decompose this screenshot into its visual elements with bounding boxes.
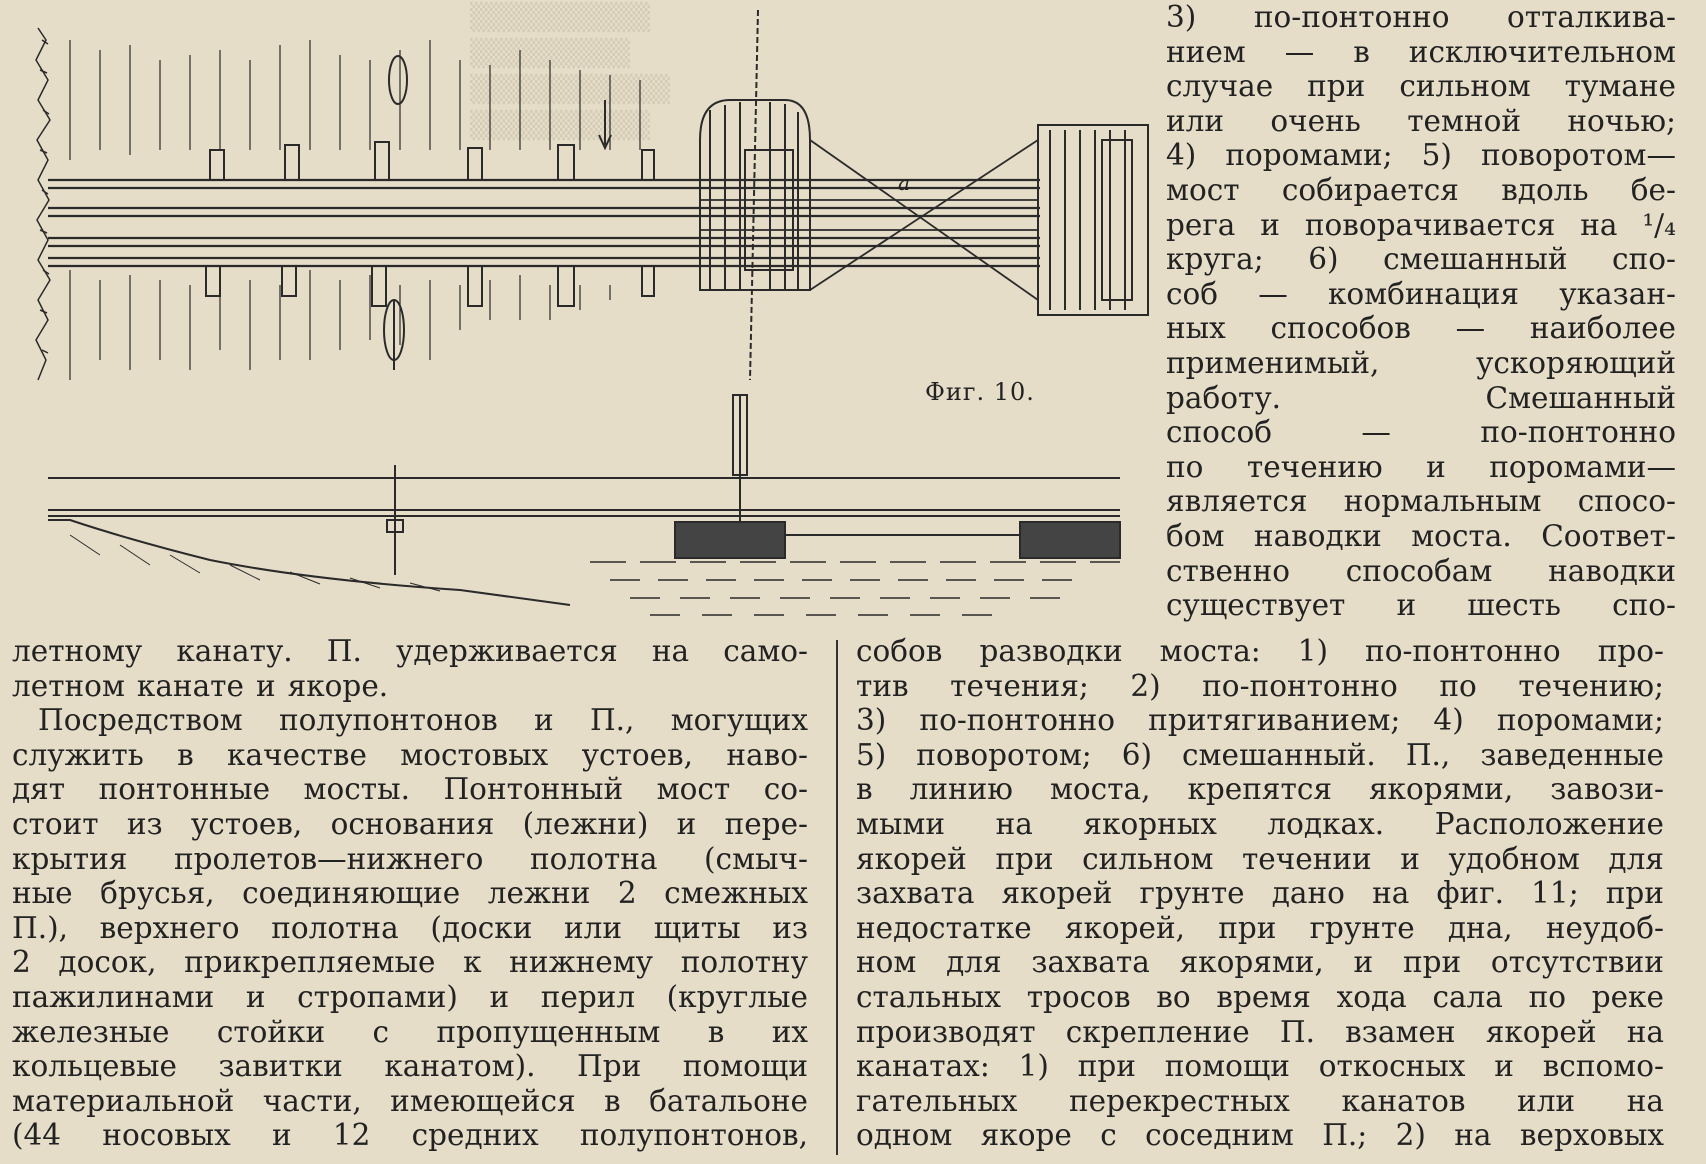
text-line: якорей при сильном течении и удобном для xyxy=(856,841,1664,876)
text-line: Посредством полупонтонов и П., могущих xyxy=(38,703,808,738)
text-line: собов разводки моста: 1) по-понтонно про- xyxy=(856,634,1664,668)
text-line: стоит из устоев, основания (лежни) и пере- xyxy=(12,806,808,841)
text-line: нием — в исключительном xyxy=(1166,34,1676,69)
text-line: способ — по-понтонно xyxy=(1166,415,1676,450)
text-line: мост собирается вдоль бе- xyxy=(1166,172,1676,207)
text-line: или очень темной ночью; xyxy=(1166,103,1676,138)
pontoon-elevation-1 xyxy=(675,522,785,558)
pontoon-elevation-2 xyxy=(1020,522,1120,558)
text-column-right xyxy=(856,634,1664,1153)
text-line: случае при сильном тумане xyxy=(1166,69,1676,104)
text-line: захвата якорей грунте дано на фиг. 11; при xyxy=(856,876,1664,911)
show-through-text: ▒▒▒▒▒▒▒▒▒ ▒▒▒▒▒▒▒▒ ▒▒▒▒▒▒▒▒▒▒ ▒▒▒▒▒▒▒▒▒ xyxy=(470,3,670,141)
crossing-cables xyxy=(700,140,1038,300)
shore-hatching xyxy=(36,28,50,380)
text-line: бом наводки моста. Соответ- xyxy=(1166,518,1676,553)
text-line: 2 досок, прикрепляемые к нижнему полотну xyxy=(12,945,808,980)
text-line: пажилинами и стропами) и перил (круглые xyxy=(12,979,808,1014)
waterline xyxy=(590,562,1120,615)
text-line: существует и шесть спо- xyxy=(1166,588,1676,623)
text-line: 3) по-понтонно притягиванием; 4) поромами; xyxy=(856,703,1664,738)
text-line: стальных тросов во время хода сала по реке xyxy=(856,979,1664,1014)
bridge-deck xyxy=(48,180,1040,266)
figure-label-a: a xyxy=(898,171,910,195)
bridge-elevation xyxy=(48,395,1120,575)
text-line: канатах: 1) при помощи откосных и вспомо- xyxy=(856,1049,1664,1084)
water-lines xyxy=(70,40,640,380)
text-line: недостатке якорей, при грунте дна, неудоб- xyxy=(856,910,1664,945)
text-line: применимый, ускоряющий xyxy=(1166,345,1676,380)
column-divider xyxy=(836,640,838,1155)
figure-caption: Фиг. 10. xyxy=(925,378,1035,406)
text-line: круга; 6) смешанный спо- xyxy=(1166,242,1676,277)
text-line: 4) поромами; 5) поворотом— xyxy=(1166,138,1676,173)
text-line: гательных перекрестных канатов или на xyxy=(856,1083,1664,1118)
text-line: 5) поворотом; 6) смешанный. П., заведенные xyxy=(856,737,1664,772)
text-line: железные стойки с пропущенным в их xyxy=(12,1014,808,1049)
text-column-left xyxy=(12,634,808,1153)
text-line: 3) по-понтонно отталкива- xyxy=(1166,0,1676,34)
text-line: в линию моста, крепятся якорями, завози- xyxy=(856,772,1664,807)
text-line: рега и поворачивается на ¹/₄ xyxy=(1166,207,1676,242)
text-line: соб — комбинация указан- xyxy=(1166,276,1676,311)
text-line: ных способов — наиболее xyxy=(1166,311,1676,346)
text-line: П.), верхнего полотна (доски или щиты из xyxy=(12,910,808,945)
text-line: кольцевые завитки канатом). При помощи xyxy=(12,1049,808,1084)
text-line: ном для захвата якорями, и при отсутствии xyxy=(856,945,1664,980)
text-line: летном канате и якоре. xyxy=(12,668,389,703)
text-line: материальной части, имеющейся в батальоне xyxy=(12,1083,808,1118)
text-line: мыми на якорных лодках. Расположение xyxy=(856,806,1664,841)
text-line: производят скрепление П. взамен якорей на xyxy=(856,1014,1664,1049)
text-line: (44 носовых и 12 средних полупонтонов, xyxy=(12,1118,808,1153)
text-line: служить в качестве мостовых устоев, наво- xyxy=(12,737,808,772)
figure-10-drawing xyxy=(10,0,1160,630)
text-line: крытия пролетов—нижнего полотна (смыч- xyxy=(12,841,808,876)
text-line: по течению и поромами— xyxy=(1166,449,1676,484)
text-line: ные брусья, соединяющие лежни 2 смежных xyxy=(12,876,808,911)
text-line: дят понтонные мосты. Понтонный мост со- xyxy=(12,772,808,807)
text-line: работу. Смешанный xyxy=(1166,380,1676,415)
text-line: является нормальным спосо- xyxy=(1166,484,1676,519)
bank-slope xyxy=(48,520,570,605)
text-line: ственно способам наводки xyxy=(1166,553,1676,588)
text-line: летному канату. П. удерживается на само- xyxy=(12,634,808,668)
text-column-top-right xyxy=(1166,0,1676,623)
text-line: тив течения; 2) по-понтонно по течению; xyxy=(856,668,1664,703)
raft-assembly-2 xyxy=(1038,125,1148,315)
text-line: одном якоре с соседним П.; 2) на верховых xyxy=(856,1118,1664,1153)
